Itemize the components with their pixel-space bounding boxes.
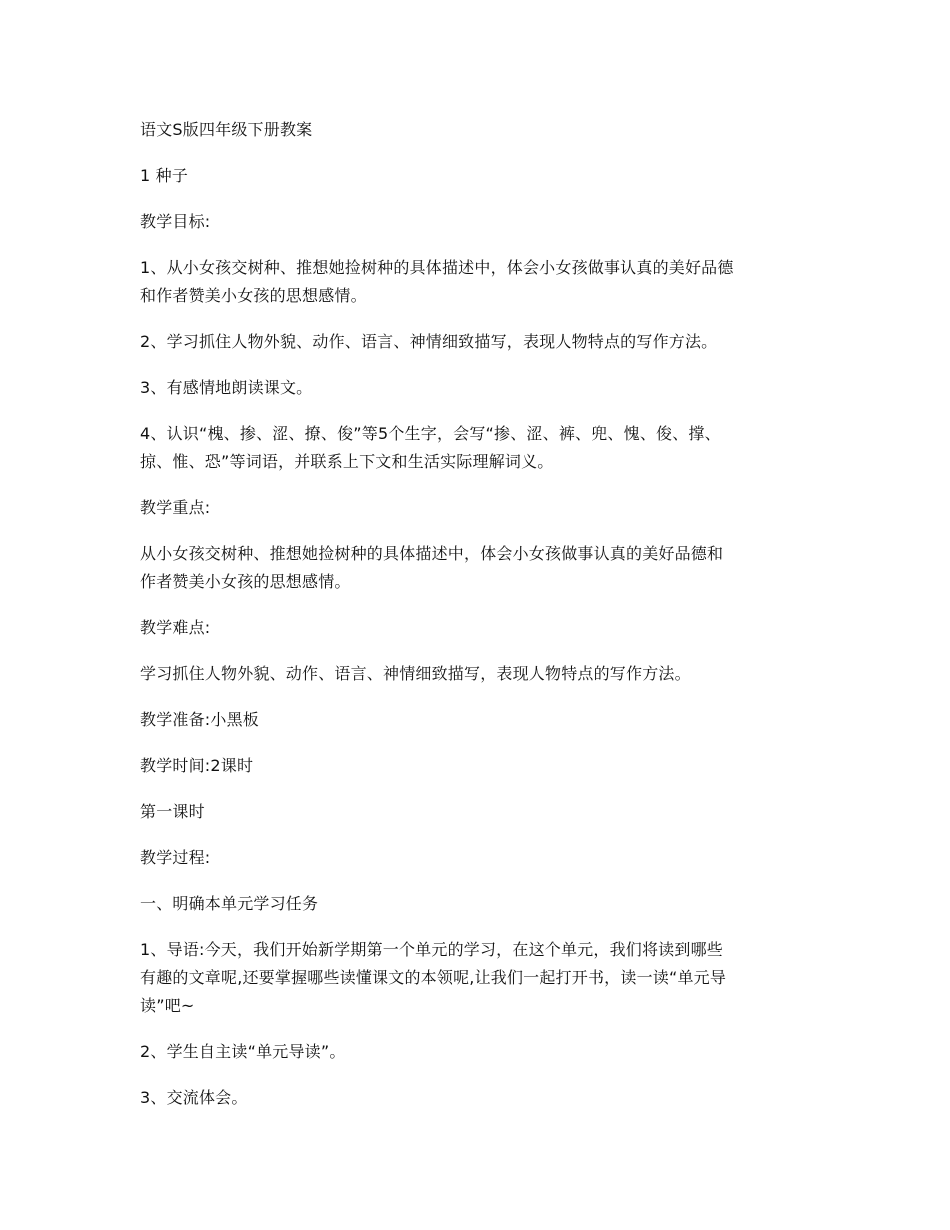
step-1-line-3: 读”吧~	[140, 996, 195, 1015]
step-2: 2、学生自主读“单元导读”。	[140, 1042, 346, 1061]
objective-1-line-1: 1、从小女孩交树种、推想她捡树种的具体描述中，体会小女孩做事认真的美好品德	[140, 258, 734, 277]
key-heading: 教学重点:	[140, 498, 211, 517]
lesson-title: 1 种子	[140, 166, 189, 185]
objective-3: 3、有感情地朗读课文。	[140, 378, 313, 397]
key-line-2: 作者赞美小女孩的思想感情。	[140, 572, 351, 591]
teaching-time: 教学时间:2课时	[140, 756, 254, 775]
section-1-heading: 一、明确本单元学习任务	[140, 894, 319, 913]
objective-2: 2、学习抓住人物外貌、动作、语言、神情细致描写，表现人物特点的写作方法。	[140, 332, 718, 351]
objective-1-line-2: 和作者赞美小女孩的思想感情。	[140, 286, 367, 305]
step-1-line-1: 1、导语:今天，我们开始新学期第一个单元的学习，在这个单元，我们将读到哪些	[140, 940, 723, 959]
objectives-heading: 教学目标:	[140, 212, 211, 231]
objective-4-line-1: 4、认识“槐、掺、涩、撩、俊”等5个生字，会写“掺、涩、裤、兜、愧、俊、撑、	[140, 424, 721, 443]
document-title: 语文S版四年级下册教案	[140, 120, 313, 139]
step-3: 3、交流体会。	[140, 1088, 248, 1107]
preparation: 教学准备:小黑板	[140, 710, 259, 729]
first-period: 第一课时	[140, 802, 205, 821]
key-line-1: 从小女孩交树种、推想她捡树种的具体描述中，体会小女孩做事认真的美好品德和	[140, 544, 724, 563]
process-heading: 教学过程:	[140, 848, 211, 867]
step-1-line-2: 有趣的文章呢,还要掌握哪些读懂课文的本领呢,让我们一起打开书，读一读“单元导	[140, 968, 727, 987]
difficulty-heading: 教学难点:	[140, 618, 211, 637]
objective-4-line-2: 掠、惟、恐”等词语，并联系上下文和生活实际理解词义。	[140, 452, 554, 471]
difficulty-text: 学习抓住人物外貌、动作、语言、神情细致描写，表现人物特点的写作方法。	[140, 664, 691, 683]
